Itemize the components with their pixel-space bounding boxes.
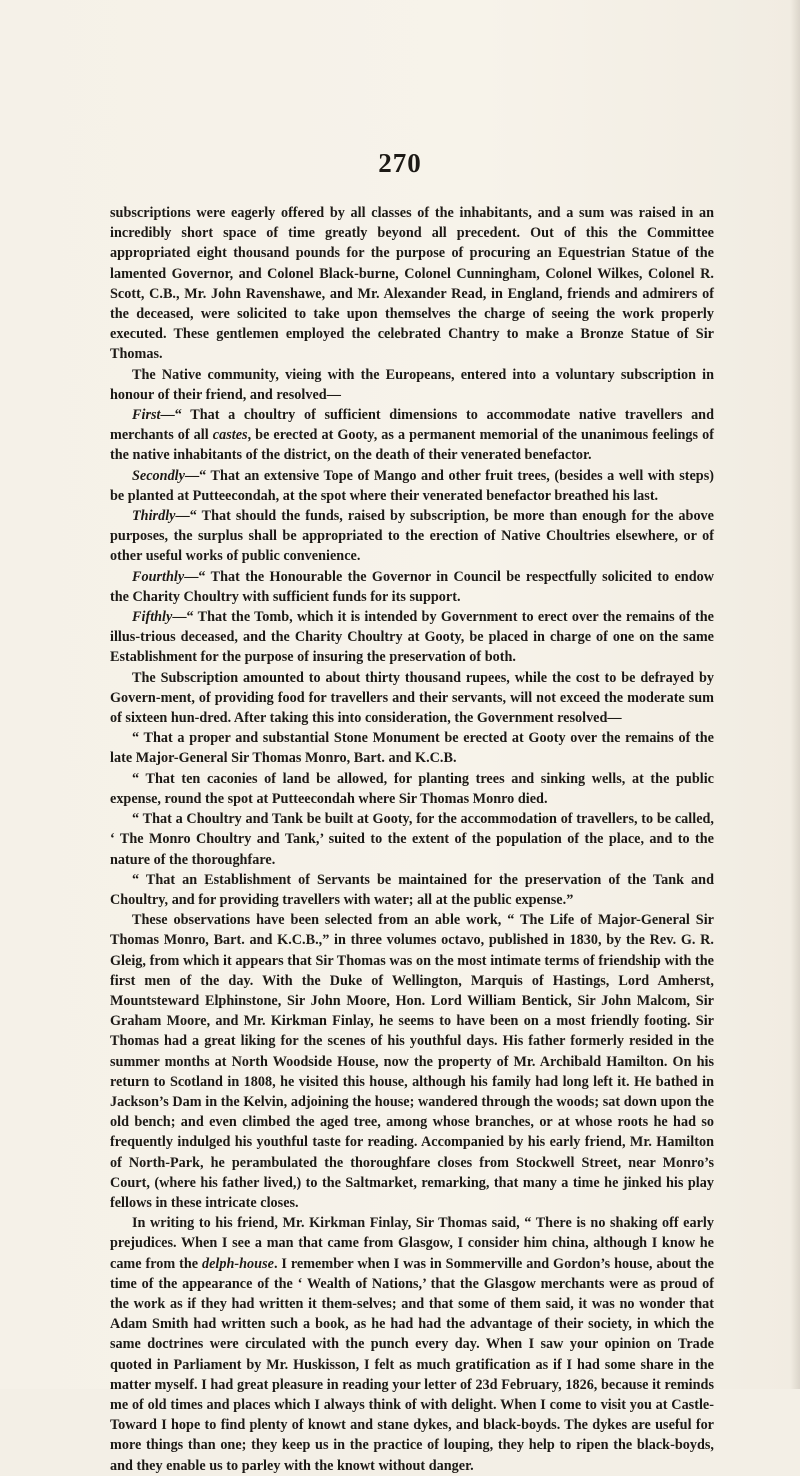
resolution-third-lead: Thirdly [132, 508, 176, 525]
government-resolution-choultry: “ That a Choultry and Tank be built at Gooty, for the accommodation of travellers, to be called, ‘ The Monro Choultry and Tank,’ suited to the extent of the population of the place, and to the nature of the thoroughfare. [110, 811, 714, 868]
resolution-fifth-lead: Fifthly [132, 609, 173, 626]
resolution-second-lead: Secondly [132, 467, 185, 484]
letter-text: In writing to his friend, Mr. Kirkman Finlay, Sir Thomas said, “ There is no shaking off early prejudices. When I see a man that came from Glasgow, I consider him china, although I know he came from the [110, 1215, 714, 1272]
government-resolution-land: “ That ten caconies of land be allowed, for planting trees and sinking wells, at the public expense, round the spot at Putteecondah where Sir Thomas Monro died. [110, 770, 714, 807]
resolution-fifth [110, 607, 714, 668]
resolution-fourth-lead: Fourthly [132, 568, 185, 585]
resolution-fifth-text: —“ That the Tomb, which it is intended by Government to erect over the remains of the illus-trious deceased, and the Charity Choultry at Gooty, be placed in charge of one on the same Establishment for the purpose of insuring the preservation of both. [110, 609, 714, 666]
body-text [110, 203, 714, 1476]
resolution-first-tail: , be erected at Gooty, as a permanent memorial of the unanimous feelings of the native inhabitants of the district, on the death of their venerated benefactor. [110, 427, 714, 464]
resolution-third [110, 506, 714, 567]
paragraph-life-of-monro: These observations have been selected from an able work, “ The Life of Major-General Sir Thomas Monro, Bart. and K.C.B.,” in three volumes octavo, published in 1830, by the Rev. G. R. Gleig, from which it appears that Sir Thomas was on the most intimate terms of friendship with the first men of the day. With the Duke of Wellington, Marquis of Hastings, Lord Amherst, Mountsteward Elphinstone, Sir John Moore, Hon. Lord William Bentick, Sir John Malcom, Sir Graham Moore, and Mr. Kirkman Finlay, he seems to have been on a most friendly footing. Sir Thomas had a great liking for the scenes of his youthful days. His father formerly resided in the summer months at North Woodside House, now the property of Mr. Archibald Hamilton. On his return to Scotland in 1808, he visited this house, although his family had long left it. He bathed in Jackson’s Dam in the Kelvin, adjoining the house; wandered through the woods; sat down upon the old bench; and even climbed the aged tree, among whose branches, or at whose roots he had so frequently indulged his youthful taste for reading. Accompanied by his early friend, Mr. Hamilton of North-Park, he perambulated the thoroughfare closes from Stockwell Street, near Monro’s Court, (where his father lived,) to the Saltmarket, remarking, that many a time he jinked his play fellows in these intricate closes. [110, 912, 714, 1211]
resolution-third-text: —“ That should the funds, raised by subscription, be more than enough for the above purposes, the surplus shall be appropriated to the erection of Native Choultries elsewhere, or of other useful works of public convenience. [110, 508, 714, 565]
resolution-first-emphasis: castes [212, 427, 248, 444]
letter-emphasis: delph-house [201, 1255, 274, 1272]
government-resolution-servants: “ That an Establishment of Servants be maintained for the preservation of the Tank and Choultry, and for providing travellers with water; all at the public expense.” [110, 871, 714, 908]
paragraph-letter-to-finlay [110, 1213, 714, 1476]
paragraph-native-community: The Native community, vieing with the Europeans, entered into a voluntary subscription in honour of their friend, and resolved— [110, 366, 714, 403]
resolution-first-text: —“ That a choultry of sufficient dimensions to accommodate native travellers and merchants of all [110, 407, 714, 444]
page-number: 270 [378, 148, 422, 178]
paragraph-subscription-amount: The Subscription amounted to about thirty thousand rupees, while the cost to be defrayed by Govern-ment, of providing food for travellers and their servants, will not exceed the moderate sum of sixteen hun-dred. After taking this into consideration, the Government resolved— [110, 669, 714, 727]
page-edge-shadow [790, 0, 800, 1389]
resolution-fourth [110, 567, 714, 607]
resolution-fourth-text: —“ That the Honourable the Governor in Council be respectfully solicited to endow the Charity Choultry with sufficient funds for its support. [110, 568, 714, 605]
resolution-first-lead: First [132, 407, 161, 424]
resolution-first [110, 405, 714, 466]
paragraph-subscriptions: subscriptions were eagerly offered by all classes of the inhabitants, and a sum was raised in an incredibly short space of time greatly beyond all precedent. Out of this the Committee appropriated eight thousand pounds for the purpose of procuring an Equestrian Statue of the lamented Governor, and Colonel Black-burne, Colonel Cunningham, Colonel Wilkes, Colonel R. Scott, C.B., Mr. John Ravenshawe, and Mr. Alexander Read, in England, friends and admirers of the deceased, were solicited to take upon themselves the charge of seeing the work properly executed. These gentlemen employed the celebrated Chantry to make a Bronze Statue of Sir Thomas. [110, 205, 714, 363]
resolution-second [110, 466, 714, 506]
government-resolution-monument: “ That a proper and substantial Stone Monument be erected at Gooty over the remains of the late Major-General Sir Thomas Monro, Bart. and K.C.B. [110, 730, 714, 767]
resolution-second-text: —“ That an extensive Tope of Mango and other fruit trees, (besides a well with steps) be planted at Putteecondah, at the spot where their venerated benefactor breathed his last. [110, 467, 714, 504]
letter-tail: . I remember when I was in Sommerville and Gordon’s house, about the time of the appearance of the ‘ Wealth of Nations,’ that the Glasgow merchants were as proud of the work as if they had written it them-selves; and that some of them said, it was no wonder that Adam Smith had written such a book, as he had had the advantage of their society, in which the same doctrines were circulated with the punch every day. When I saw your opinion on Trade quoted in Parliament by Mr. Huskisson, I felt as much gratification as if I had some share in the matter myself. I had great pleasure in reading your letter of 23d February, 1826, because it reminds me of old times and places which I always think of with delight. When I come to visit you at Castle-Toward I hope to find plenty of knowt and stane dykes, and black-boyds. The dykes are useful for more things than one; they keep us in the practice of louping, they help to ripen the black-boyds, and they enable us to parley with the knowt without danger. [110, 1255, 714, 1474]
